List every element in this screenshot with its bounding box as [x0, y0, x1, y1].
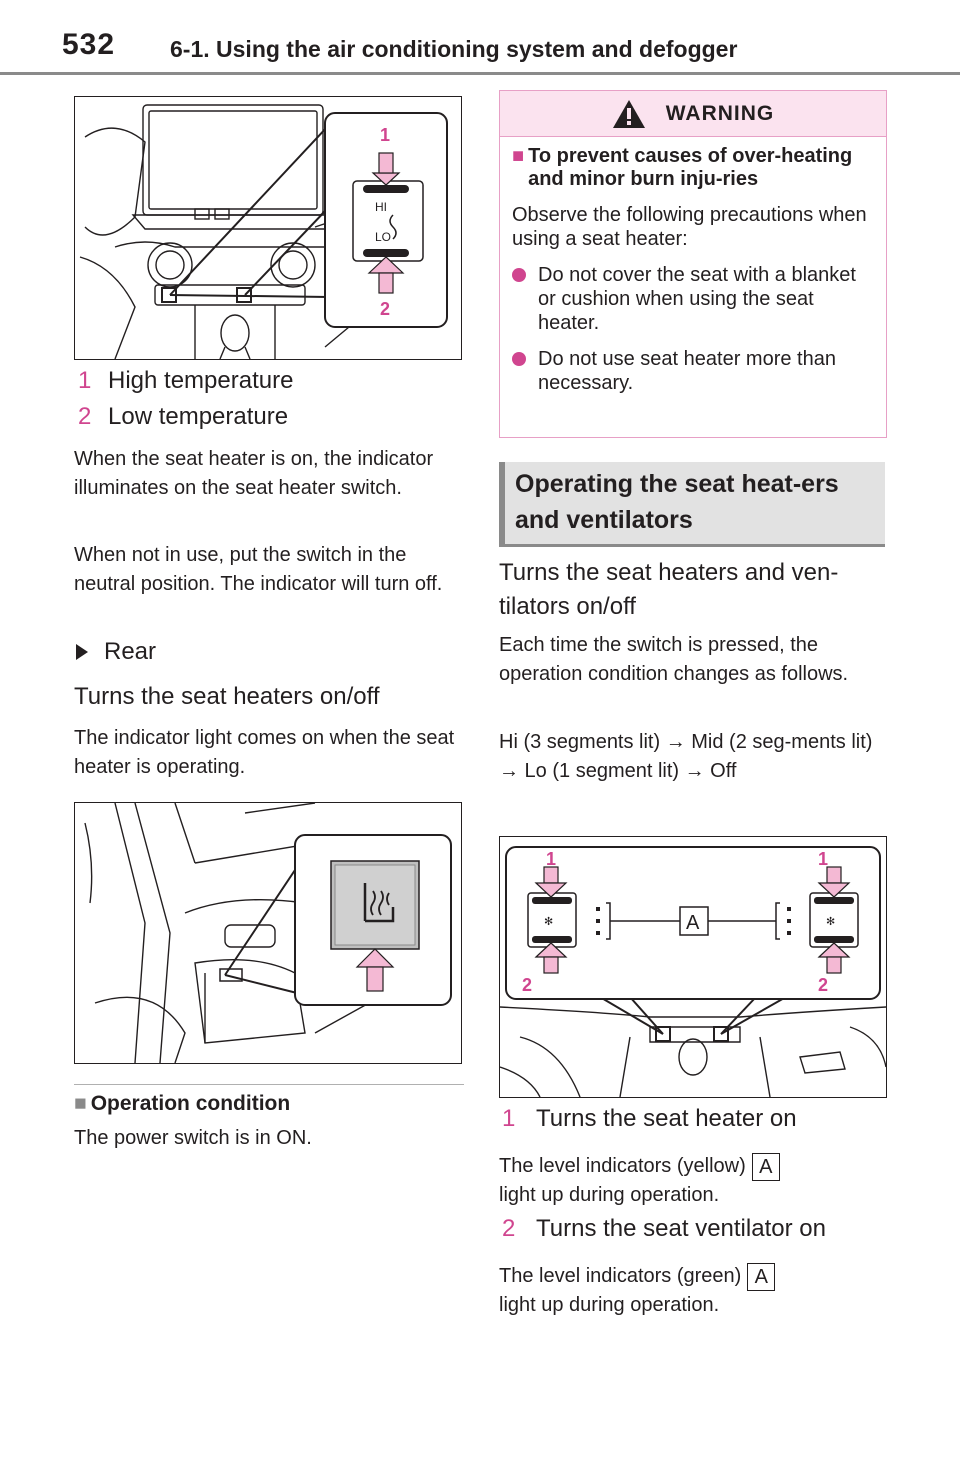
- bullet-heading-rear: [76, 638, 156, 666]
- item-text: Low temperature: [108, 403, 289, 430]
- warning-body: [500, 137, 886, 403]
- header-rule: [0, 72, 960, 75]
- light-up-text: light up during operation.: [499, 1184, 720, 1206]
- figure-heater-ventilator-switches: [499, 836, 887, 1098]
- item-low-temperature: [78, 403, 288, 431]
- figure-rear-seat-switch: [74, 802, 462, 1064]
- subheading-rear-heaters: Turns the seat heaters on/off: [74, 683, 380, 710]
- paragraph-green-indicators: [499, 1262, 889, 1320]
- dual-switch-illustration: [500, 837, 886, 1097]
- indicator-tag-a: A: [752, 1153, 780, 1181]
- figure3-label-a: A: [686, 912, 700, 934]
- green-indicators-text: The level indicators (green): [499, 1265, 742, 1287]
- paragraph-sequence: Hi (3 segments lit) → Mid (2 seg-ments lit) → Lo (1 segment lit) → Off: [499, 731, 873, 782]
- light-up-text: light up during operation.: [499, 1294, 720, 1316]
- square-bullet-icon: ■: [74, 1092, 87, 1115]
- figure3-callout-1-left: 1: [546, 849, 557, 869]
- warning-heading-text: WARNING: [665, 101, 775, 125]
- item-seat-ventilator-on: [502, 1215, 826, 1243]
- section-heading-bar: [499, 462, 505, 544]
- item-number: 1: [78, 367, 92, 394]
- figure3-callout-2-left: 2: [522, 975, 533, 995]
- figure3-callout-1-right: 1: [818, 849, 829, 869]
- section-title: 6-1. Using the air conditioning system and defogger: [170, 36, 738, 62]
- warning-title-text: To prevent causes of over-heating and minor burn inju-ries: [528, 145, 853, 190]
- section-heading-box: [499, 462, 885, 547]
- warning-bullet-text: Do not use seat heater more than necessary.: [538, 348, 836, 394]
- item-number: 1: [502, 1105, 516, 1132]
- front-console-illustration: [75, 97, 461, 359]
- item-text: Turns the seat heater on: [536, 1105, 797, 1132]
- paragraph-rear-indicator: The indicator light comes on when the seat heater is operating.: [74, 727, 455, 778]
- warning-bullet-text: Do not cover the seat with a blanket or cushion when using the seat heater.: [538, 264, 856, 334]
- page-number: 532: [62, 28, 116, 61]
- paragraph-indicator-on: When the seat heater is on, the indicator illuminates on the seat heater switch.: [74, 448, 434, 499]
- figure-front-seat-switch: [74, 96, 462, 360]
- warning-intro: Observe the following precautions when using a seat heater:: [512, 204, 867, 250]
- warning-bullet: [512, 347, 874, 395]
- warning-box: [499, 90, 887, 438]
- operation-condition-heading-text: Operation condition: [90, 1092, 291, 1115]
- item-text: Turns the seat ventilator on: [536, 1215, 826, 1242]
- rear-door-illustration: [75, 803, 461, 1063]
- paragraph-each-time: Each time the switch is pressed, the operation condition changes as follows.: [499, 634, 849, 685]
- operation-condition-text: The power switch is in ON.: [74, 1127, 312, 1149]
- triangle-bullet-icon: [76, 644, 88, 660]
- bullet-heading-text: Rear: [104, 638, 157, 665]
- warning-header: [500, 91, 886, 137]
- figure1-callout-2: 2: [380, 299, 391, 319]
- yellow-indicators-text: The level indicators (yellow): [499, 1155, 746, 1177]
- warning-bullet: [512, 263, 874, 335]
- seat-fan-icon: ✻: [544, 915, 554, 928]
- switch-hi-label: HI: [375, 200, 387, 214]
- square-bullet-icon: ■: [512, 145, 525, 167]
- warning-triangle-icon: [612, 99, 646, 129]
- item-number: 2: [502, 1215, 516, 1242]
- figure1-callout-1: 1: [380, 125, 391, 145]
- paragraph-neutral-position: When not in use, put the switch in the neutral position. The indicator will turn off.: [74, 544, 443, 595]
- dot-bullet-icon: [512, 352, 526, 366]
- section-heading: Operating the seat heat-ers and ventilators: [515, 470, 839, 534]
- figure3-callout-2-right: 2: [818, 975, 829, 995]
- seat-fan-icon: ✻: [826, 915, 836, 928]
- item-seat-heater-on: [502, 1105, 797, 1133]
- item-high-temperature: [78, 367, 293, 395]
- dot-bullet-icon: [512, 268, 526, 282]
- operation-condition-heading: [74, 1092, 290, 1116]
- divider: [74, 1084, 464, 1085]
- indicator-tag-a: A: [747, 1263, 775, 1291]
- switch-lo-label: LO: [375, 230, 392, 244]
- paragraph-yellow-indicators: [499, 1152, 889, 1210]
- warning-title: [512, 145, 874, 191]
- item-number: 2: [78, 403, 92, 430]
- item-text: High temperature: [108, 367, 294, 394]
- subheading-heaters-ventilators: Turns the seat heaters and ven-tilators on/off: [499, 559, 839, 620]
